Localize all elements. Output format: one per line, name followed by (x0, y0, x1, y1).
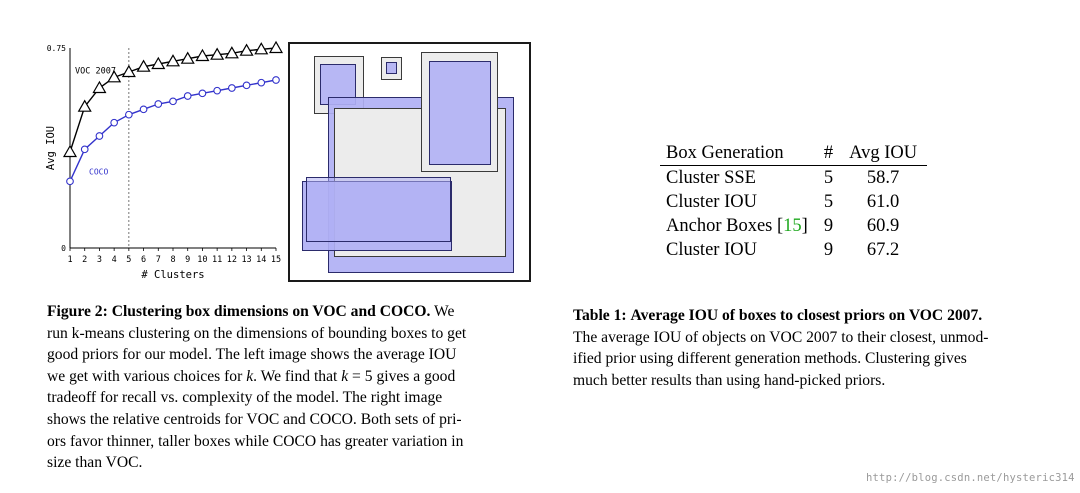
caption-math: k (246, 367, 254, 385)
cell-method (660, 214, 818, 238)
x-axis-label: # Clusters (141, 269, 205, 281)
x-tick-label: 9 (185, 255, 191, 265)
x-tick-label: 8 (170, 255, 176, 265)
x-tick-label: 7 (155, 255, 161, 265)
figure-title: Clustering box dimensions on VOC and COCO. (111, 303, 431, 320)
data-point (258, 79, 265, 86)
caption-line: much better results than using hand-picked priors. (573, 371, 886, 389)
cell-count: 5 (823, 192, 834, 212)
series-label: VOC 2007 (75, 66, 116, 77)
data-point (123, 66, 135, 77)
data-point (111, 119, 118, 126)
watermark: http://blog.csdn.net/hysteric314 (866, 472, 1075, 484)
x-tick-label: 5 (126, 255, 132, 265)
table-row (660, 190, 927, 214)
data-point (140, 106, 147, 113)
cell-method-text: ] (801, 216, 808, 236)
table-title: Average IOU of boxes to closest priors on VOC 2007. (630, 307, 983, 324)
x-tick-label: 11 (212, 255, 223, 265)
citation-link[interactable]: 15 (783, 216, 802, 236)
avg-iou-chart (40, 38, 285, 283)
cell-iou: 60.9 (866, 216, 900, 236)
x-tick-label: 3 (96, 255, 102, 265)
table-header-row (660, 143, 927, 166)
cell-method-text: Anchor Boxes [ (666, 216, 784, 236)
table-label: Table 1: (573, 307, 627, 324)
series-line-coco (70, 80, 276, 181)
data-point (170, 98, 177, 105)
caption-math: k (341, 367, 349, 385)
y-tick-label: 0 (61, 244, 66, 253)
x-tick-label: 4 (111, 255, 117, 265)
x-tick-label: 12 (226, 255, 237, 265)
cell-count: 9 (823, 240, 834, 260)
figure-label: Figure 2: (47, 303, 108, 320)
table-row (660, 238, 927, 262)
y-axis-label: Avg IOU (45, 125, 57, 171)
x-tick-label: 14 (256, 255, 267, 265)
data-point (126, 111, 133, 118)
caption-line: The average IOU of objects on VOC 2007 to their closest, unmod- (573, 328, 989, 346)
header-avg-iou: Avg IOU (843, 143, 927, 166)
cell-method: Cluster IOU (666, 192, 757, 212)
centroid-box-voc-wide (306, 177, 451, 242)
caption-line: tradeoff for recall vs. complexity of the model. The right image (47, 389, 443, 407)
table-row (660, 214, 927, 238)
data-point (93, 82, 105, 93)
centroid-box-coco-tall (429, 61, 491, 165)
data-point (64, 146, 76, 157)
cell-count: 9 (823, 216, 834, 236)
caption-line: ified prior using different generation methods. Clustering gives (573, 350, 967, 368)
caption-line: good priors for our model. The left image shows the average IOU (47, 346, 457, 364)
data-point (243, 82, 250, 89)
table-caption (573, 305, 1068, 391)
series-label: COCO (89, 167, 109, 177)
caption-line: ors favor thinner, taller boxes while COCO has greater variation in (47, 432, 464, 450)
caption-line: size than VOC. (47, 454, 143, 472)
data-point (184, 93, 191, 100)
data-point (214, 87, 221, 94)
data-point (229, 85, 236, 92)
data-point (67, 178, 74, 185)
cell-method: Cluster SSE (666, 168, 756, 188)
x-tick-label: 10 (197, 255, 208, 265)
caption-line: shows the relative centroids for VOC and COCO. Both sets of pri- (47, 410, 462, 428)
x-tick-label: 1 (67, 255, 73, 265)
cell-iou: 58.7 (866, 168, 900, 188)
data-point (155, 101, 162, 108)
table-row (660, 166, 927, 191)
cell-count: 5 (823, 168, 834, 188)
data-point (273, 77, 280, 84)
cell-method: Cluster IOU (666, 240, 757, 260)
header-count: # (818, 143, 843, 166)
x-tick-label: 2 (82, 255, 88, 265)
header-box-generation: Box Generation (660, 143, 818, 166)
centroid-box-coco-2 (386, 62, 397, 74)
cluster-centroids-figure (288, 42, 531, 282)
data-point (270, 42, 282, 53)
results-table (660, 143, 927, 262)
data-point (81, 146, 88, 153)
cell-iou: 67.2 (866, 240, 900, 260)
caption-line: . We find that (253, 367, 342, 385)
caption-line: we get with various choices for (47, 367, 247, 385)
x-tick-label: 15 (270, 255, 282, 265)
x-tick-label: 6 (141, 255, 147, 265)
caption-line: run k-means clustering on the dimensions of bounding boxes to get (47, 324, 467, 342)
x-tick-label: 13 (241, 255, 252, 265)
figure-caption (47, 301, 537, 474)
cell-iou: 61.0 (866, 192, 900, 212)
y-tick-label: 0.75 (46, 44, 66, 53)
caption-line: = 5 gives a good (348, 367, 456, 385)
data-point (96, 133, 103, 140)
data-point (199, 90, 206, 97)
caption-line: We (434, 303, 455, 320)
